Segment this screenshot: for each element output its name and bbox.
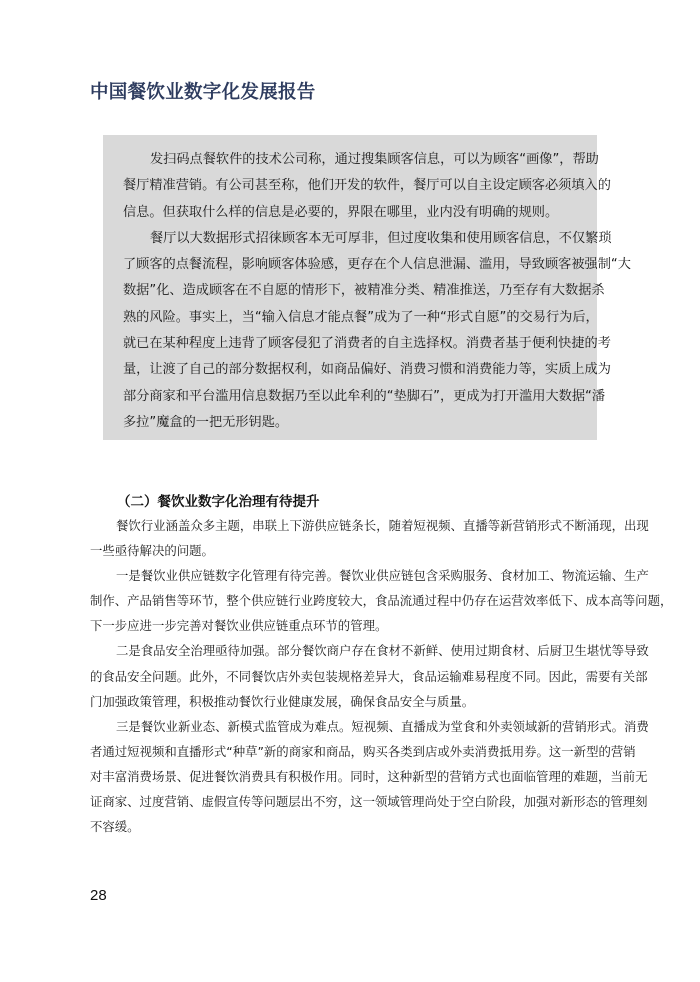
paragraph-line: 发扫码点餐软件的技术公司称，通过搜集顾客信息，可以为顾客“画像”，帮助: [150, 152, 599, 167]
paragraph-line: 一是餐饮业供应链数字化管理有待完善。餐饮业供应链包含采购服务、食材加工、物流运输、生产: [116, 568, 649, 584]
paragraph-line: 二是食品安全治理亟待加强。部分餐饮商户存在食材不新鲜、使用过期食材、后厨卫生堪忧等导致: [116, 643, 649, 659]
report-title: 中国餐饮业数字化发展报告: [90, 82, 316, 103]
page-number: 28: [90, 887, 107, 904]
paragraph-line: 三是餐饮业新业态、新模式监管成为难点。短视频、直播成为堂食和外卖领域新的营销形式。消费: [116, 718, 649, 734]
quote-box-text: [123, 147, 631, 436]
paragraph-line: 的食品安全问题。此外，不同餐饮店外卖包装规格差异大，食品运输难易程度不同。因此，需要有关部: [90, 668, 648, 684]
paragraph-line: 数据”化、造成顾客在不自愿的情形下，被精准分类、精准推送，乃至存有大数据杀: [123, 283, 605, 299]
paragraph-line: 制作、产品销售等环节，整个供应链行业跨度较大，食品流通过程中仍存在运营效率低下、成本高等问题，: [90, 593, 673, 609]
paragraph-line: 者通过短视频和直播形式“种草”新的商家和商品，购买各类到店或外卖消费抵用券。这一新型的营销: [90, 743, 636, 759]
paragraph-line: 部分商家和平台滥用信息数据乃至以此牟利的“垫脚石”，更成为打开滥用大数据“潘: [123, 388, 606, 404]
paragraph-line: 就已在某种程度上违背了顾客侵犯了消费者的自主选择权。消费者基于便利快捷的考: [123, 336, 611, 352]
paragraph-line: 量，让渡了自己的部分数据权利，如商品偏好、消费习惯和消费能力等，实质上成为: [123, 362, 611, 378]
paragraph-line: 餐饮行业涵盖众多主题，串联上下游供应链条长，随着短视频、直播等新营销形式不断涌现，出现: [116, 518, 649, 533]
paragraph-line: 下一步应进一步完善对餐饮业供应链重点环节的管理。: [90, 618, 388, 634]
paragraph-line: 餐厅以大数据形式招徕顾客本无可厚非，但过度收集和使用顾客信息，不仅繁琐: [150, 230, 612, 246]
paragraph-line: 信息。但获取什么样的信息是必要的，界限在哪里，业内没有明确的规则。: [123, 204, 559, 220]
paragraph-line: 证商家、过度营销、虚假宣传等问题层出不穷，这一领域管理尚处于空白阶段，加强对新形态的管理刻: [90, 794, 648, 810]
paragraph-line: 多拉”魔盒的一把无形钥匙。: [123, 414, 289, 430]
paragraph-line: 不容缓。: [90, 819, 140, 835]
section-heading: （二）餐饮业数字化治理有待提升: [117, 494, 320, 510]
paragraph-line: 餐厅精准营销。有公司甚至称，他们开发的软件，餐厅可以自主设定顾客必须填入的: [123, 178, 611, 194]
paragraph-line: 了顾客的点餐流程，影响顾客体验感，更存在个人信息泄漏、滥用，导致顾客被强制“大: [123, 257, 631, 273]
paragraph-line: 门加强政策管理，积极推动餐饮行业健康发展，确保食品安全与质量。: [90, 693, 475, 709]
quote-box: [103, 135, 631, 440]
paragraph-line: 对丰富消费场景、促进餐饮消费具有积极作用。同时，这种新型的营销方式也面临管理的难题，当前无: [90, 768, 648, 784]
section-body: [90, 513, 673, 839]
paragraph-line: 熟的风险。事实上，当“输入信息才能点餐”成为了一种“形式自愿”的交易行为后，: [123, 309, 599, 325]
paragraph-line: 一些亟待解决的问题。: [90, 543, 214, 559]
